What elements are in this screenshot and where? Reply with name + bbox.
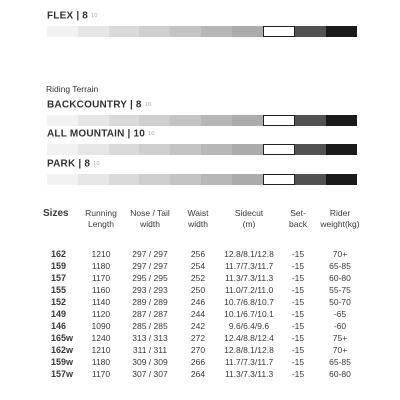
size-cell: 152: [51, 297, 67, 307]
size-cell: 146: [51, 321, 67, 331]
table-cell: 1170: [91, 369, 111, 379]
all-mountain-scale-bar: [47, 144, 357, 155]
table-cell: -65: [333, 309, 347, 319]
table-cell: 246: [190, 297, 206, 307]
scale-segment: [326, 26, 357, 37]
scale-segment: [170, 26, 201, 37]
table-cell: -15: [291, 309, 305, 319]
size-cell: 159w: [51, 357, 74, 367]
scale-segment: [326, 144, 357, 155]
scale-segment: [232, 174, 263, 185]
table-cell: 266: [190, 357, 206, 367]
scale-segment: [201, 115, 232, 126]
table-cell: -15: [291, 357, 305, 367]
flex-label: FLEX | 8 10: [47, 10, 98, 22]
table-row: [43, 368, 365, 380]
table-cell: 11.0/7.2/11.0: [224, 285, 274, 295]
size-cell: 165w: [51, 333, 74, 343]
table-cell: -15: [291, 297, 305, 307]
size-spec-table: [43, 208, 365, 380]
table-cell: 309 / 309: [132, 357, 168, 367]
table-cell: 1140: [91, 297, 111, 307]
size-cell: 162: [51, 249, 67, 259]
table-cell: 60-80: [329, 273, 351, 283]
scale-segment: [47, 144, 78, 155]
all-mountain-max: 10: [148, 131, 155, 137]
table-cell: 254: [190, 261, 206, 271]
table-cell: 1210: [91, 249, 111, 259]
table-cell: -15: [291, 273, 305, 283]
backcountry-rating: [47, 99, 357, 126]
table-cell: -60: [333, 321, 347, 331]
table-cell: -15: [291, 333, 305, 343]
scale-segment: [263, 144, 296, 155]
column-header: [81, 208, 121, 232]
table-cell: 11.3/7.3/11.3: [224, 273, 274, 283]
table-cell: 50-70: [329, 297, 351, 307]
column-header: [179, 208, 217, 232]
column-header-line: (m): [242, 219, 256, 229]
table-cell: 1180: [91, 357, 111, 367]
table-cell: 289 / 289: [132, 297, 168, 307]
all-mountain-label: ALL MOUNTAIN | 10 10: [47, 128, 155, 140]
park-scale-bar: [47, 174, 357, 185]
scale-segment: [78, 26, 109, 37]
table-cell: 242: [190, 321, 206, 331]
table-cell: 285 / 285: [132, 321, 168, 331]
backcountry-label: BACKCOUNTRY | 8 10: [47, 99, 152, 111]
scale-segment: [263, 26, 296, 37]
table-cell: -15: [291, 285, 305, 295]
table-cell: 10.7/6.8/10.7: [224, 297, 274, 307]
park-rating: [47, 158, 357, 185]
park-label: PARK | 8 10: [47, 158, 100, 170]
column-header: [43, 208, 81, 232]
scale-segment: [295, 144, 326, 155]
table-row: [43, 272, 365, 284]
scale-segment: [232, 115, 263, 126]
column-header-line: Sidecut: [234, 208, 264, 218]
table-cell: 256: [190, 249, 206, 259]
flex-scale-bar: [47, 26, 357, 37]
scale-segment: [47, 174, 78, 185]
riding-terrain-title: Riding Terrain: [46, 84, 99, 94]
table-cell: 295 / 295: [132, 273, 168, 283]
all-mountain-rating: [47, 128, 357, 155]
table-row: [43, 308, 365, 320]
table-row: [43, 356, 365, 368]
table-cell: 287 / 287: [132, 309, 168, 319]
column-header-line: weight(kg): [320, 219, 360, 229]
scale-segment: [109, 174, 140, 185]
table-body: [43, 232, 365, 380]
table-cell: 264: [190, 369, 206, 379]
table-cell: 11.3/7.3/11.3: [224, 369, 274, 379]
table-cell: 60-80: [329, 369, 351, 379]
table-cell: 297 / 297: [132, 249, 168, 259]
column-header-line: back: [289, 219, 307, 229]
scale-segment: [326, 115, 357, 126]
size-cell: 155: [51, 285, 67, 295]
scale-segment: [263, 174, 296, 185]
table-cell: -15: [291, 321, 305, 331]
table-cell: 272: [190, 333, 206, 343]
table-row: [43, 320, 365, 332]
table-cell: -15: [291, 261, 305, 271]
scale-segment: [139, 115, 170, 126]
scale-segment: [232, 144, 263, 155]
table-cell: 1120: [91, 309, 111, 319]
table-cell: 11.7/7.3/11.7: [224, 357, 274, 367]
table-cell: 293 / 293: [132, 285, 168, 295]
scale-segment: [78, 115, 109, 126]
table-row: [43, 232, 365, 260]
table-cell: 307 / 307: [132, 369, 168, 379]
table-cell: 250: [190, 285, 206, 295]
scale-segment: [139, 174, 170, 185]
table-cell: 65-85: [329, 261, 351, 271]
table-cell: 311 / 311: [132, 345, 168, 355]
scale-segment: [170, 174, 201, 185]
scale-segment: [201, 26, 232, 37]
scale-segment: [201, 144, 232, 155]
table-cell: 70+: [332, 345, 348, 355]
column-header-line: Sizes: [43, 208, 69, 219]
table-cell: 10.1/6.7/10.1: [224, 309, 274, 319]
size-cell: 157: [51, 273, 67, 283]
column-header: [281, 208, 315, 232]
table-cell: 1240: [91, 333, 111, 343]
table-cell: 297 / 297: [132, 261, 168, 271]
scale-segment: [263, 115, 296, 126]
column-header-line: Set-: [290, 208, 306, 218]
column-header-line: Length: [88, 219, 114, 229]
scale-segment: [170, 144, 201, 155]
table-cell: 1170: [91, 273, 111, 283]
table-cell: 75+: [332, 333, 348, 343]
flex-max: 10: [91, 13, 98, 19]
column-header-line: Nose / Tail: [130, 208, 170, 218]
scale-segment: [109, 144, 140, 155]
table-row: [43, 284, 365, 296]
column-header-line: Waist: [187, 208, 209, 218]
scale-segment: [109, 115, 140, 126]
column-header: [121, 208, 179, 232]
scale-segment: [78, 174, 109, 185]
table-cell: 1210: [91, 345, 111, 355]
scale-segment: [295, 26, 326, 37]
park-max: 10: [93, 161, 100, 167]
table-row: [43, 260, 365, 272]
table-cell: 9.6/6.4/9.6: [228, 321, 270, 331]
column-header-line: width: [140, 219, 160, 229]
table-cell: 12.8/8.1/12.8: [224, 249, 274, 259]
scale-segment: [326, 174, 357, 185]
table-cell: 252: [190, 273, 206, 283]
table-row: [43, 296, 365, 308]
column-header-line: width: [188, 219, 208, 229]
column-header: [315, 208, 365, 232]
table-row: [43, 332, 365, 344]
scale-segment: [139, 144, 170, 155]
column-header: [217, 208, 281, 232]
scale-segment: [139, 26, 170, 37]
scale-segment: [47, 26, 78, 37]
table-cell: 244: [190, 309, 206, 319]
table-cell: 270: [190, 345, 206, 355]
table-cell: 1160: [91, 285, 111, 295]
backcountry-max: 10: [144, 102, 152, 108]
table-header-row: [43, 208, 365, 232]
table-cell: 65-85: [329, 357, 351, 367]
scale-segment: [232, 26, 263, 37]
table-cell: 12.8/8.1/12.8: [224, 345, 274, 355]
table-cell: -15: [291, 345, 305, 355]
scale-segment: [78, 144, 109, 155]
table-cell: 313 / 313: [132, 333, 168, 343]
flex-rating: [47, 10, 357, 37]
size-cell: 157w: [51, 369, 74, 379]
table-cell: -15: [291, 369, 305, 379]
table-cell: 1090: [91, 321, 111, 331]
scale-segment: [47, 115, 78, 126]
table-cell: 11.7/7.3/11.7: [224, 261, 274, 271]
column-header-line: Rider: [329, 208, 351, 218]
table-cell: 70+: [332, 249, 348, 259]
size-cell: 162w: [51, 345, 74, 355]
size-cell: 149: [51, 309, 67, 319]
size-cell: 159: [51, 261, 67, 271]
scale-segment: [295, 115, 326, 126]
table-cell: 55-75: [329, 285, 351, 295]
scale-segment: [170, 115, 201, 126]
backcountry-scale-bar: [47, 115, 357, 126]
table-cell: -15: [291, 249, 305, 259]
column-header-line: Running: [85, 208, 117, 218]
scale-segment: [201, 174, 232, 185]
scale-segment: [295, 174, 326, 185]
table-cell: 12.4/8.8/12.4: [224, 333, 274, 343]
table-row: [43, 344, 365, 356]
table-cell: 1180: [91, 261, 111, 271]
scale-segment: [109, 26, 140, 37]
